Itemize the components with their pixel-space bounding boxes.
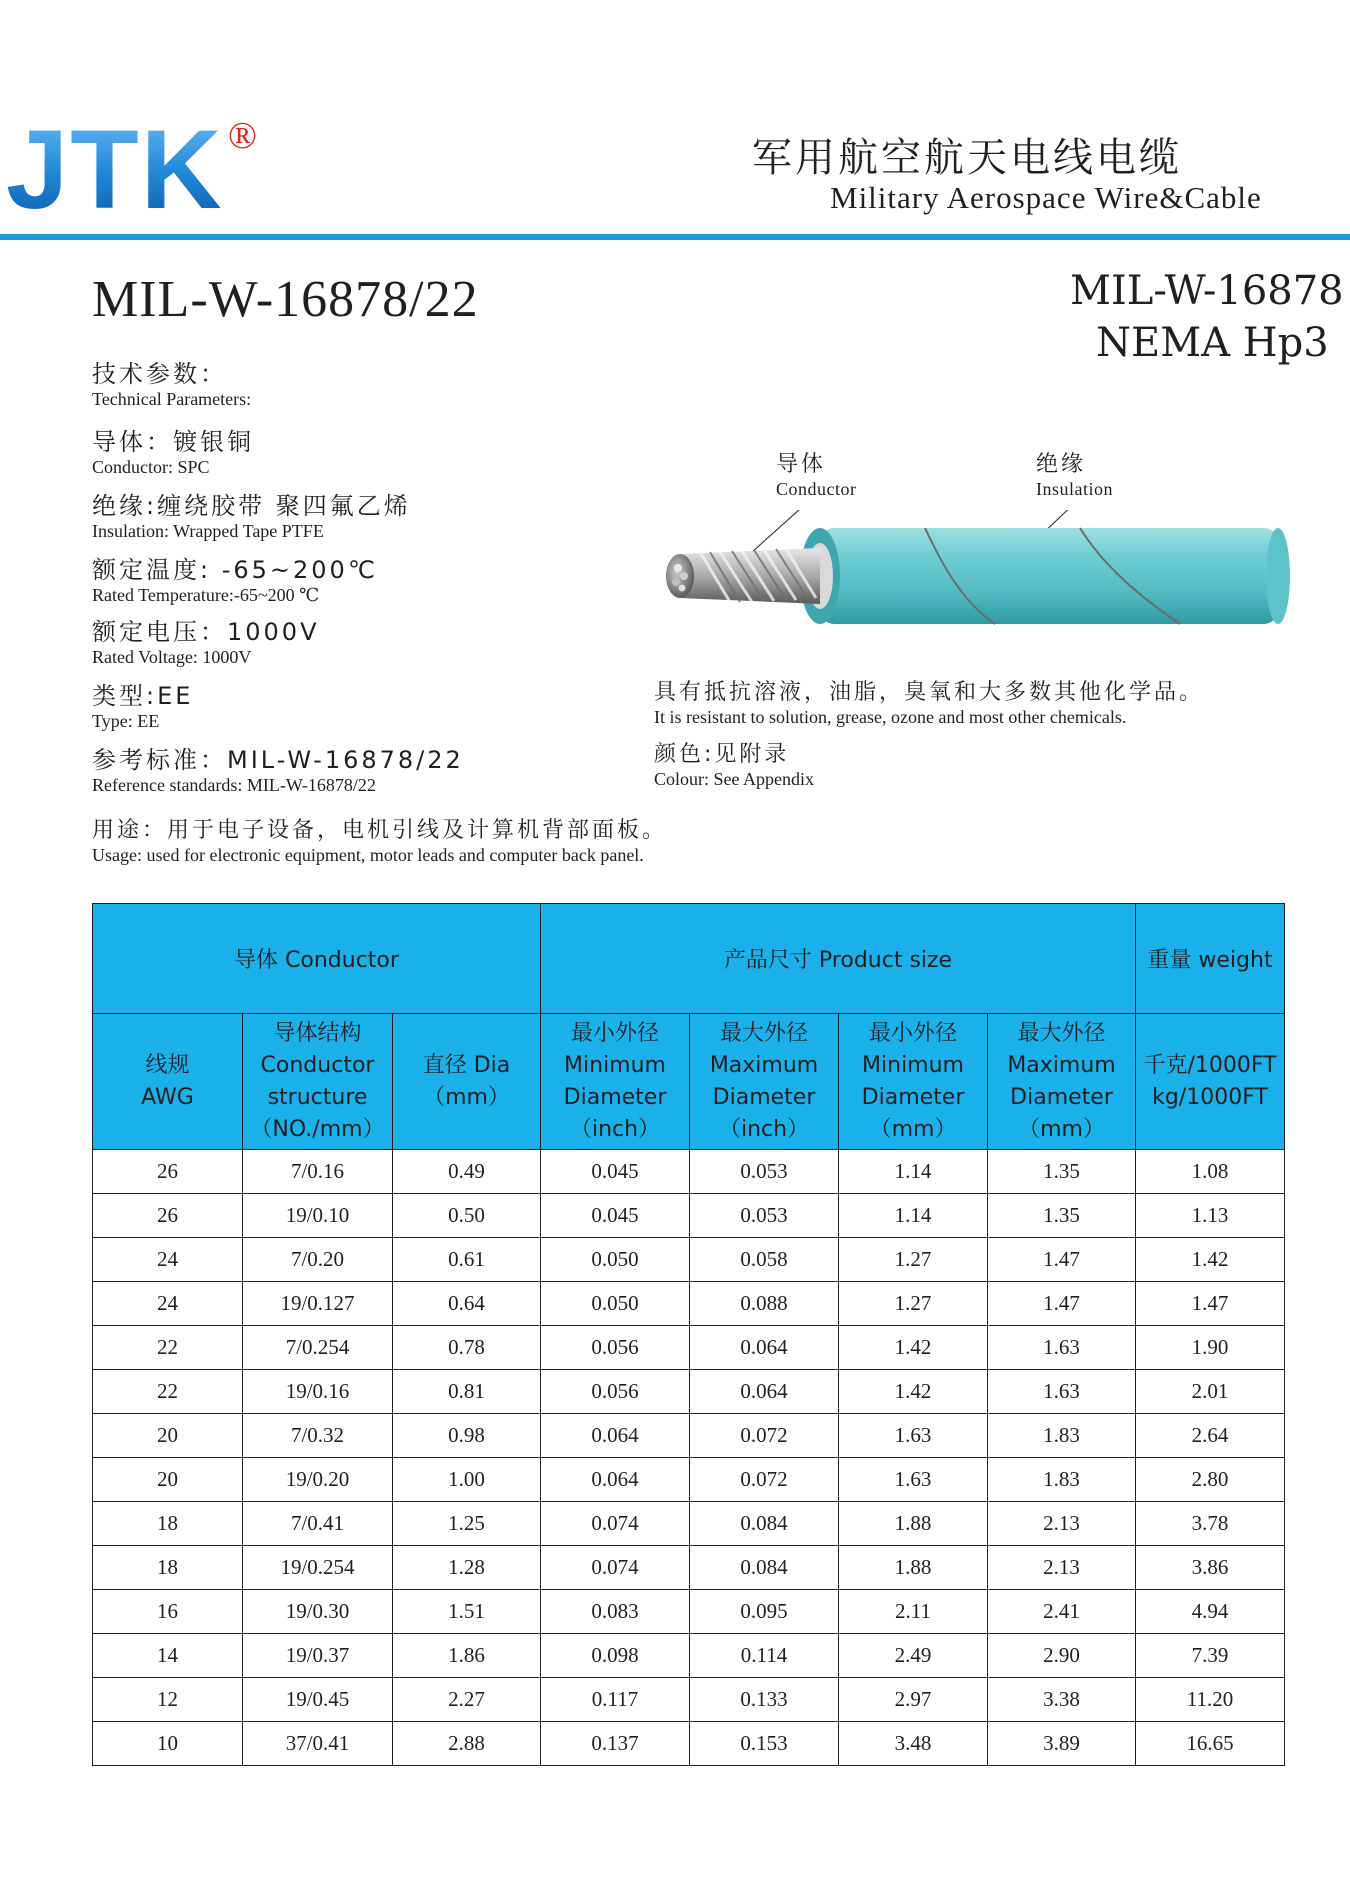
table-cell: 0.072: [690, 1458, 839, 1502]
table-cell: 1.13: [1136, 1194, 1285, 1238]
table-cell: 0.050: [541, 1282, 690, 1326]
table-cell: 1.28: [393, 1546, 541, 1590]
table-cell: 19/0.30: [243, 1590, 393, 1634]
table-cell: 12: [93, 1678, 243, 1722]
cable-illustration: [660, 510, 1300, 660]
table-row: [93, 1634, 1285, 1678]
table-cell: 2.27: [393, 1678, 541, 1722]
table-cell: 2.41: [988, 1590, 1136, 1634]
column-header-line: Minimum: [564, 1052, 666, 1078]
table-cell: 0.78: [393, 1326, 541, 1370]
table-cell: 16.65: [1136, 1722, 1285, 1766]
table-cell: 1.83: [988, 1414, 1136, 1458]
table-cell: 2.13: [988, 1546, 1136, 1590]
param-cn: 技术参数：: [92, 360, 227, 388]
table-cell: 0.064: [541, 1458, 690, 1502]
param-en: Conductor: SPC: [92, 457, 210, 477]
table-cell: 0.064: [690, 1326, 839, 1370]
column-header-row: [93, 1014, 1285, 1150]
standard-line-1: MIL-W-16878: [1070, 268, 1344, 314]
column-header-line: Diameter: [563, 1084, 667, 1110]
table-cell: 1.00: [393, 1458, 541, 1502]
insulation-label-en: Insulation: [1036, 479, 1113, 499]
table-cell: 1.63: [839, 1458, 988, 1502]
column-header-line: 最小外径: [571, 1020, 660, 1046]
table-row: [93, 1458, 1285, 1502]
table-cell: 1.51: [393, 1590, 541, 1634]
table-cell: 18: [93, 1546, 243, 1590]
header-title-cn: 军用航空航天电线电缆: [752, 135, 1182, 181]
table-cell: 26: [93, 1150, 243, 1194]
table-cell: 1.27: [839, 1238, 988, 1282]
logo-text: JTK: [6, 107, 224, 232]
table-cell: 19/0.254: [243, 1546, 393, 1590]
table-row: [93, 1150, 1285, 1194]
table-cell: 3.38: [988, 1678, 1136, 1722]
table-cell: 0.117: [541, 1678, 690, 1722]
usage-cn: 用途：用于电子设备，电机引线及计算机背部面板。: [92, 818, 668, 843]
table-cell: 7/0.20: [243, 1238, 393, 1282]
column-header-line: Diameter: [1010, 1084, 1113, 1110]
table-cell: 24: [93, 1238, 243, 1282]
table-cell: 16: [93, 1590, 243, 1634]
header-title-en: Military Aerospace Wire&Cable: [830, 180, 1262, 215]
param-type: [92, 682, 193, 732]
table-cell: 1.63: [839, 1414, 988, 1458]
column-header-line: （mm）: [869, 1116, 957, 1142]
column-header-line: AWG: [141, 1084, 194, 1110]
column-header-line: 最小外径: [869, 1020, 958, 1046]
table-cell: 0.49: [393, 1150, 541, 1194]
table-cell: 0.095: [690, 1590, 839, 1634]
param-en: Rated Temperature:-65~200 ℃: [92, 585, 320, 605]
column-header-line: 导体结构: [273, 1020, 362, 1046]
resist-cn: 具有抵抗溶液，油脂，臭氧和大多数其他化学品。: [654, 680, 1205, 705]
table-cell: 22: [93, 1326, 243, 1370]
colour-en: Colour: See Appendix: [654, 769, 814, 789]
table-cell: 1.25: [393, 1502, 541, 1546]
table-cell: 0.50: [393, 1194, 541, 1238]
table-cell: 0.61: [393, 1238, 541, 1282]
column-header-line: Maximum: [1007, 1052, 1116, 1078]
table-cell: 14: [93, 1634, 243, 1678]
table-cell: 0.114: [690, 1634, 839, 1678]
table-row: [93, 1194, 1285, 1238]
param-en: Reference standards: MIL-W-16878/22: [92, 775, 376, 795]
param-en: Rated Voltage: 1000V: [92, 647, 252, 667]
table-cell: 4.94: [1136, 1590, 1285, 1634]
table-cell: 2.64: [1136, 1414, 1285, 1458]
column-header-line: （mm）: [423, 1084, 510, 1110]
table-cell: 0.056: [541, 1370, 690, 1414]
table-cell: 0.058: [690, 1238, 839, 1282]
registered-mark: ®: [228, 115, 257, 157]
column-header-line: Conductor: [260, 1052, 375, 1078]
table-row: [93, 1546, 1285, 1590]
table-cell: 7/0.41: [243, 1502, 393, 1546]
column-header: [393, 1014, 541, 1150]
table-cell: 0.045: [541, 1150, 690, 1194]
group-header-conductor: 导体 Conductor: [93, 904, 541, 1014]
column-header-line: Diameter: [712, 1084, 816, 1110]
table-cell: 1.08: [1136, 1150, 1285, 1194]
table-cell: 2.90: [988, 1634, 1136, 1678]
table-cell: 0.072: [690, 1414, 839, 1458]
column-header: [243, 1014, 393, 1150]
table-cell: 0.64: [393, 1282, 541, 1326]
group-header-product-size: 产品尺寸 Product size: [541, 904, 1136, 1014]
table-cell: 20: [93, 1458, 243, 1502]
param-cn: 额定电压：1000V: [92, 618, 320, 646]
conductor-callout: [776, 452, 857, 500]
table-row: [93, 1590, 1285, 1634]
column-header-line: Diameter: [861, 1084, 965, 1110]
param-cn: 参考标准：MIL-W-16878/22: [92, 746, 464, 774]
table-cell: 1.47: [988, 1238, 1136, 1282]
table-row: [93, 1414, 1285, 1458]
table-cell: 0.137: [541, 1722, 690, 1766]
table-cell: 0.050: [541, 1238, 690, 1282]
column-header-line: 直径 Dia: [422, 1052, 511, 1078]
table-cell: 19/0.45: [243, 1678, 393, 1722]
table-cell: 0.098: [541, 1634, 690, 1678]
colour-note: [654, 742, 814, 790]
spec-table: [92, 903, 1285, 1766]
table-cell: 3.86: [1136, 1546, 1285, 1590]
table-cell: 2.11: [839, 1590, 988, 1634]
table-cell: 1.47: [988, 1282, 1136, 1326]
table-row: [93, 1326, 1285, 1370]
table-cell: 20: [93, 1414, 243, 1458]
column-header-line: （inch）: [569, 1116, 661, 1142]
column-header-line: Minimum: [862, 1052, 964, 1078]
table-cell: 0.056: [541, 1326, 690, 1370]
column-header-line: 最大外径: [1017, 1020, 1106, 1046]
table-cell: 0.98: [393, 1414, 541, 1458]
table-cell: 11.20: [1136, 1678, 1285, 1722]
table-cell: 1.14: [839, 1194, 988, 1238]
table-cell: 3.78: [1136, 1502, 1285, 1546]
table-cell: 0.064: [541, 1414, 690, 1458]
table-cell: 24: [93, 1282, 243, 1326]
table-cell: 2.88: [393, 1722, 541, 1766]
table-cell: 2.80: [1136, 1458, 1285, 1502]
column-header-line: （inch）: [718, 1116, 810, 1142]
table-cell: 0.064: [690, 1370, 839, 1414]
table-row: [93, 1678, 1285, 1722]
table-cell: 26: [93, 1194, 243, 1238]
table-cell: 1.63: [988, 1370, 1136, 1414]
table-cell: 1.14: [839, 1150, 988, 1194]
table-cell: 0.083: [541, 1590, 690, 1634]
column-header-line: （NO./mm）: [250, 1116, 385, 1142]
table-cell: 1.86: [393, 1634, 541, 1678]
param-insulation: [92, 492, 411, 542]
table-cell: 18: [93, 1502, 243, 1546]
column-header-line: 线规: [145, 1052, 190, 1078]
column-header: [988, 1014, 1136, 1150]
conductor-label-cn: 导体: [776, 452, 827, 477]
table-body: [93, 1150, 1285, 1766]
table-cell: 2.13: [988, 1502, 1136, 1546]
param-reference-standards: [92, 746, 464, 796]
conductor-label-en: Conductor: [776, 479, 857, 499]
table-cell: 1.88: [839, 1546, 988, 1590]
param-en: Type: EE: [92, 711, 160, 731]
header-divider: [0, 234, 1350, 240]
table-cell: 19/0.37: [243, 1634, 393, 1678]
table-cell: 1.42: [839, 1326, 988, 1370]
table-cell: 1.42: [839, 1370, 988, 1414]
table-cell: 1.47: [1136, 1282, 1285, 1326]
table-cell: 0.074: [541, 1546, 690, 1590]
param-en: Technical Parameters:: [92, 389, 252, 409]
param-cn: 类型:EE: [92, 682, 194, 710]
param-en: Insulation: Wrapped Tape PTFE: [92, 521, 324, 541]
column-header-line: （mm）: [1018, 1116, 1105, 1142]
column-header: [1136, 1014, 1285, 1150]
table-cell: 22: [93, 1370, 243, 1414]
insulation-callout: [1036, 452, 1113, 500]
column-header-line: Maximum: [709, 1052, 819, 1078]
table-cell: 0.084: [690, 1546, 839, 1590]
table-cell: 1.63: [988, 1326, 1136, 1370]
table-cell: 10: [93, 1722, 243, 1766]
table-cell: 1.90: [1136, 1326, 1285, 1370]
model-title: MIL-W-16878/22: [92, 271, 479, 328]
table-cell: 7.39: [1136, 1634, 1285, 1678]
param-cn: 导体：镀银铜: [92, 428, 254, 456]
table-cell: 0.133: [690, 1678, 839, 1722]
table-cell: 3.48: [839, 1722, 988, 1766]
jtk-logo: [6, 107, 257, 232]
table-cell: 2.49: [839, 1634, 988, 1678]
param-cn: 绝缘:缠绕胶带 聚四氟乙烯: [92, 492, 411, 520]
insulation-jacket: [820, 528, 1278, 624]
table-row: [93, 1238, 1285, 1282]
table-cell: 1.35: [988, 1150, 1136, 1194]
table-cell: 0.81: [393, 1370, 541, 1414]
table-cell: 0.074: [541, 1502, 690, 1546]
table-cell: 1.83: [988, 1458, 1136, 1502]
column-header-line: structure: [267, 1084, 368, 1110]
resist-en: It is resistant to solution, grease, ozone and most other chemicals.: [654, 707, 1127, 727]
column-header: [541, 1014, 690, 1150]
table-cell: 1.35: [988, 1194, 1136, 1238]
param-technical: [92, 360, 251, 410]
param-conductor: [92, 428, 254, 478]
table-cell: 2.01: [1136, 1370, 1285, 1414]
table-cell: 0.053: [690, 1150, 839, 1194]
table-cell: 37/0.41: [243, 1722, 393, 1766]
column-header-line: 千克/1000FT: [1143, 1052, 1277, 1078]
table-row: [93, 1370, 1285, 1414]
table-cell: 19/0.20: [243, 1458, 393, 1502]
table-cell: 2.97: [839, 1678, 988, 1722]
param-rated-voltage: [92, 618, 320, 668]
table-row: [93, 1722, 1285, 1766]
table-cell: 0.088: [690, 1282, 839, 1326]
column-header-line: 最大外径: [720, 1020, 809, 1046]
table-cell: 1.88: [839, 1502, 988, 1546]
colour-cn: 颜色:见附录: [654, 742, 790, 767]
table-cell: 19/0.10: [243, 1194, 393, 1238]
param-cn: 额定温度: -65~200℃: [92, 556, 378, 584]
table-row: [93, 1502, 1285, 1546]
table-cell: 0.153: [690, 1722, 839, 1766]
usage-en: Usage: used for electronic equipment, motor leads and computer back panel.: [92, 845, 644, 865]
chemical-resistance: [654, 680, 1204, 728]
table-cell: 19/0.16: [243, 1370, 393, 1414]
table-cell: 0.053: [690, 1194, 839, 1238]
column-header: [839, 1014, 988, 1150]
jacket-end: [1266, 528, 1290, 624]
column-header: [93, 1014, 243, 1150]
table-cell: 0.084: [690, 1502, 839, 1546]
table-cell: 7/0.16: [243, 1150, 393, 1194]
table-cell: 0.045: [541, 1194, 690, 1238]
param-rated-temperature: [92, 556, 378, 606]
column-header-line: kg/1000FT: [1152, 1084, 1268, 1110]
group-header-weight: 重量 weight: [1136, 904, 1285, 1014]
column-header: [690, 1014, 839, 1150]
table-cell: 3.89: [988, 1722, 1136, 1766]
table-cell: 1.27: [839, 1282, 988, 1326]
standard-line-2: NEMA Hp3: [1096, 320, 1329, 366]
table-cell: 7/0.254: [243, 1326, 393, 1370]
insulation-label-cn: 绝缘: [1036, 452, 1087, 477]
table-cell: 19/0.127: [243, 1282, 393, 1326]
table-cell: 7/0.32: [243, 1414, 393, 1458]
table-row: [93, 1282, 1285, 1326]
usage: [92, 818, 667, 866]
table-cell: 1.42: [1136, 1238, 1285, 1282]
